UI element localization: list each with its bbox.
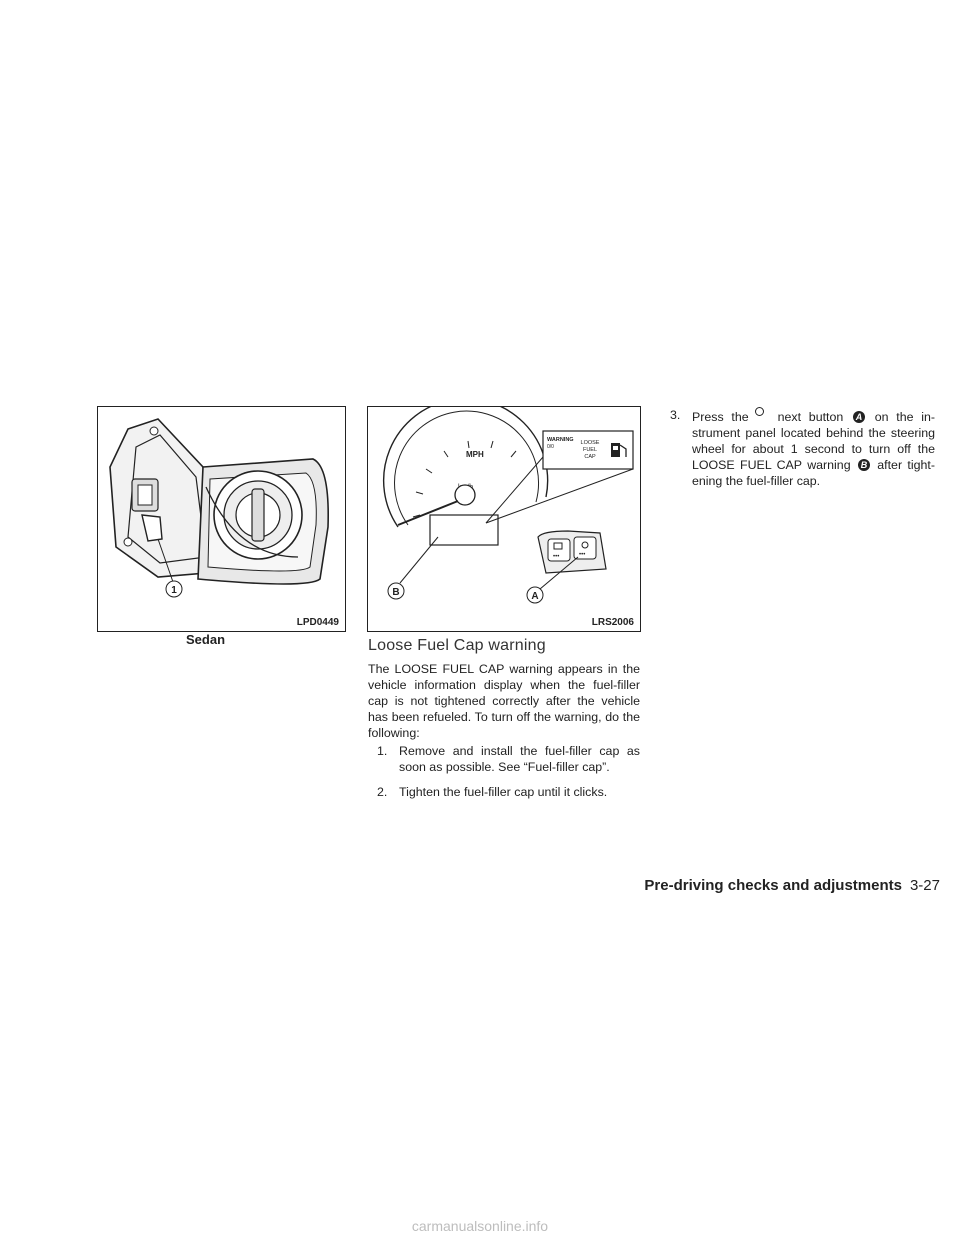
step-number: 1. [377,744,388,758]
fuel-door-figure [97,406,346,632]
step-3 [670,407,935,489]
warning-line-1: LOOSE [580,440,600,446]
figure-code: LPD0449 [296,617,339,628]
svg-text:•••: ••• [579,552,586,558]
chapter-title: Pre-driving checks and adjustments [644,877,902,894]
warning-sub: 0/0 [547,444,554,450]
warning-title: WARNING [547,437,574,443]
instrument-panel-figure [367,406,641,632]
step-number: 3. [670,408,681,422]
figure-caption: Sedan [186,632,226,647]
warning-line-3: CAP [584,454,596,460]
page-number: 3-27 [909,877,940,894]
step-number: 2. [377,785,388,799]
step-text-b: next button [777,410,844,424]
step-text-a: Press the [692,410,749,424]
gauge-mph-label: MPH [466,450,484,459]
step-2 [377,784,640,800]
callout-b-badge: B [858,459,870,471]
figure-code: LRS2006 [591,617,634,628]
fuel-door-illustration [98,407,345,631]
section-heading: Loose Fuel Cap warning [368,637,546,654]
intro-paragraph: The LOOSE FUEL CAP warning appears in the vehicle information display when the fuel-filler cap is not tightened correctly after the vehicle has been refueled. To turn off the warning, do the following: [368,662,640,740]
callout-a: A [531,591,539,602]
step-text-c: on the in- strument panel located behind the steering wheel for about 1 second to turn off the LOOSE FUEL CAP warning [692,410,936,472]
page-footer [644,877,940,894]
svg-text:•••: ••• [553,554,560,560]
callout-b: B [392,587,400,598]
instrument-panel-illustration [368,407,640,631]
callout-a-badge: A [853,411,865,423]
step-1 [377,743,640,775]
watermark: carmanualsonline.info [411,1218,549,1234]
step-text: Remove and install the fuel-filler cap as soon as possible. See “Fuel-filler cap”. [399,744,640,774]
step-text-d: after tight- ening the fuel-filler cap. [692,458,935,488]
next-circle-icon [755,407,764,416]
step-text: Tighten the fuel-filler cap until it clicks. [399,785,608,799]
warning-line-2: FUEL [582,447,598,453]
callout-1: 1 [171,585,177,596]
